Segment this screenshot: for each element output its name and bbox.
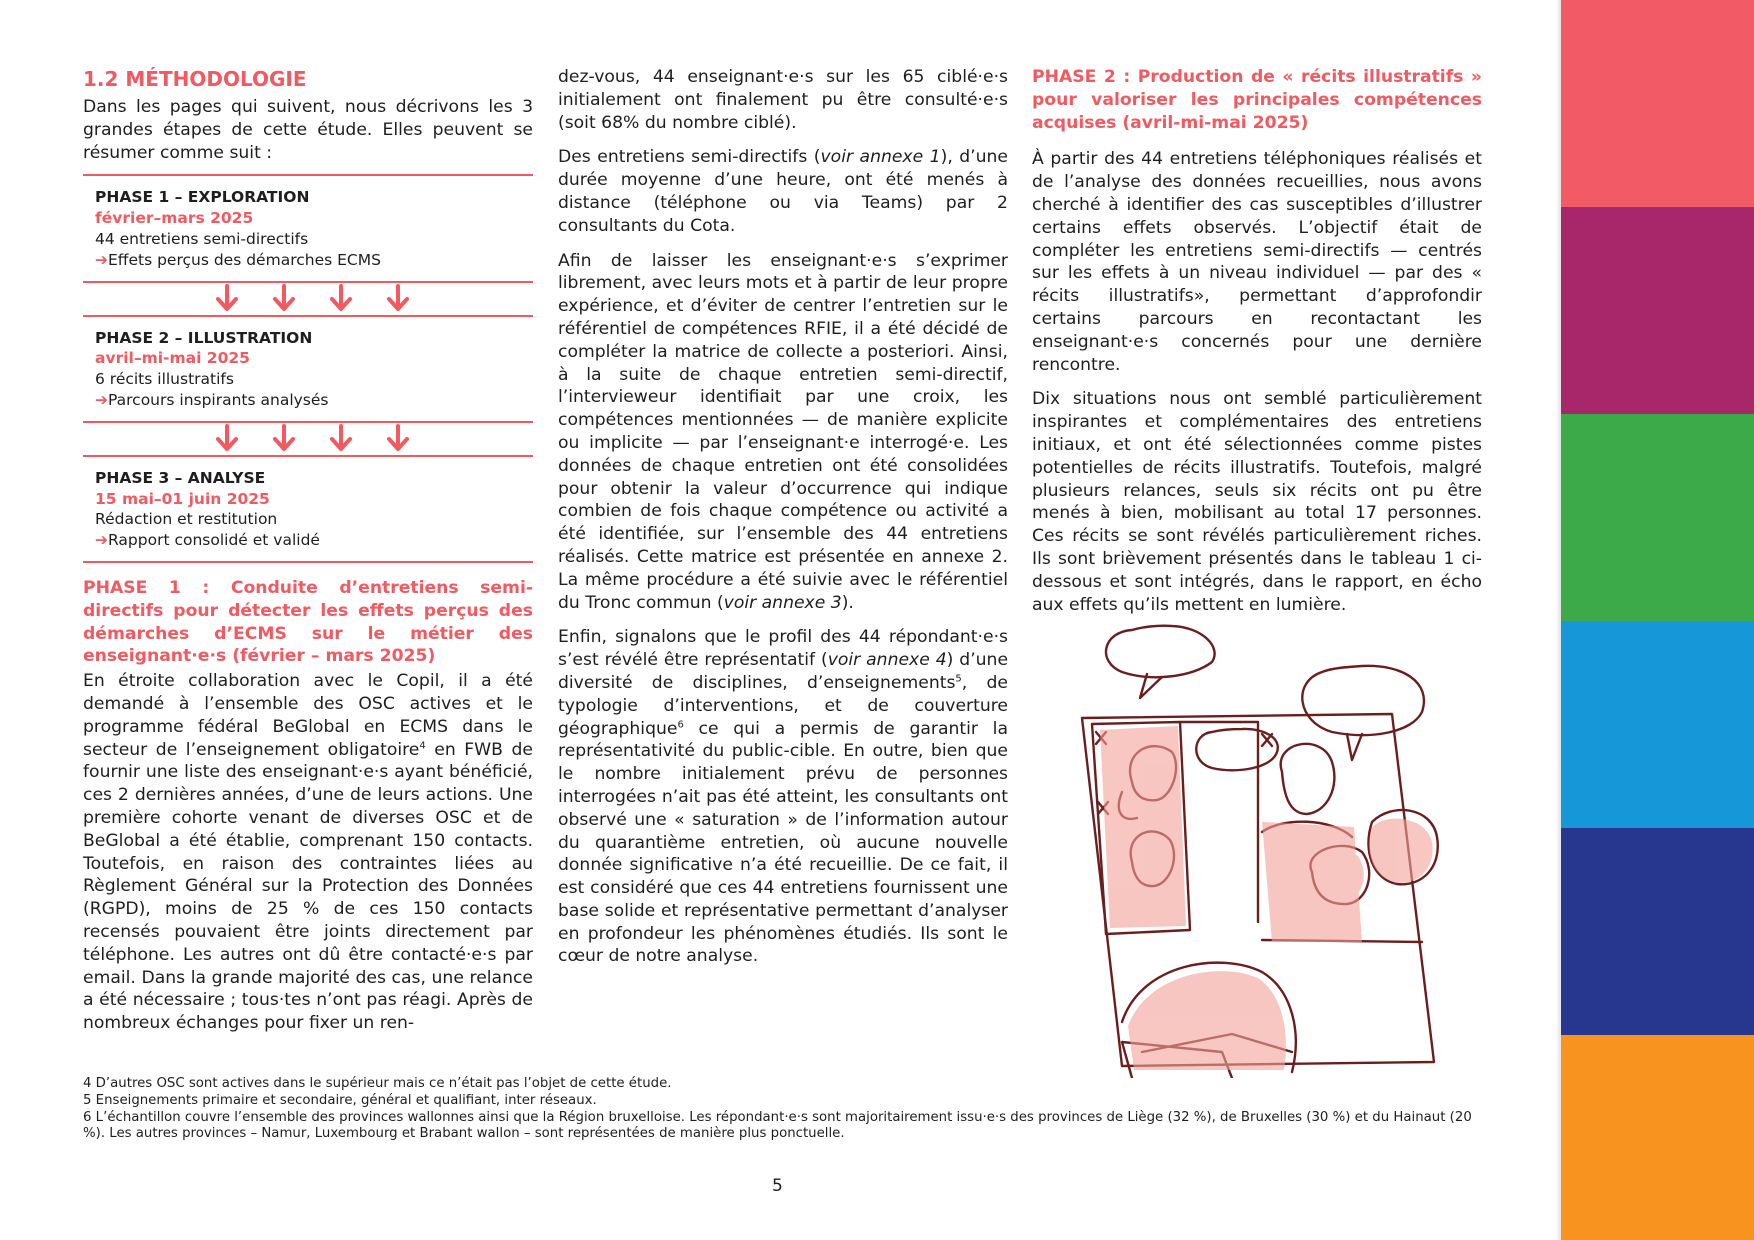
paragraph: Dix situations nous ont semblé particulièrement inspirantes et complémentaires des entretiens initiaux, et ont été sélectionnées comme pistes potentielles de récits illustratifs. Toutefois, malgré plusieurs relances, seuls six récits ont pu être menés à bien, mobilisant au total 17 personnes. Ces récits se sont révélés particulièrement riches. Ils sont brièvement présentés dans le tableau 1 ci-dessous et sont intégrés, dans le rapport, en écho aux effets qu’ils mettent en lumière.	[1032, 389, 1482, 615]
phase-outcome: ➔Parcours inspirants analysés	[95, 390, 329, 409]
phase1-heading: PHASE 1 : Conduite d’entretiens semi-directifs pour détecter les effets perçus des démarches d’ECMS sur le métier des enseignant·e·s (février – mars 2025)	[83, 577, 533, 667]
paragraph: Afin de laisser les enseignant·e·s s’exprimer librement, avec leurs mots et à partir de leur propre expérience, et d’éviter de centrer l’entretien sur le référentiel de compétences RFIE, il a été décidé de compléter la matrice de collecte a posteriori. Ainsi, à la suite de chaque entretien semi-directif, l’intervieweur identifiait par une croix, les compétences mentionnées — de manière explicite ou implicite — par l’enseignant·e interrogé·e. Les données de chaque entretien ont été consolidées pour obtenir la valeur d’occurrence qui indique combien de fois chaque compétence ou activité a été identifiée, sur l’ensemble des 44 entretiens réalisés. Cette matrice est présentée en annexe 2. La même procédure a été suivie avec le référentiel du Tronc commun (voir annexe 3).	[558, 250, 1008, 613]
phase-title: PHASE 1 – EXPLORATION	[95, 188, 310, 207]
paragraph: À partir des 44 entretiens téléphoniques réalisés et de l’analyse des données recueillies, nous avons cherché à identifier des cas susceptibles d’illustrer certains effets observés. L’objectif était de compléter les entretiens semi-directifs — centrés sur les effets à un niveau individuel — par des « récits illustratifs», permettant d’approfondir certains parcours en recontactant les enseignant·e·s concernés pour une dernière rencontre.	[1032, 149, 1482, 375]
phase-outcome: ➔Rapport consolidé et validé	[95, 531, 320, 550]
section-title: 1.2 MÉTHODOLOGIE	[83, 67, 307, 91]
down-arrows	[83, 423, 533, 455]
paragraph: Des entretiens semi-directifs (voir annexe 1), d’une durée moyenne d’une heure, ont été menés à distance (téléphone ou via Teams) par 2 consultants du Cota.	[558, 147, 1009, 236]
paragraph: Enfin, signalons que le profil des 44 répondant·e·s s’est révélé être représentatif (voir annexe 4) d’une diversité de disciplines, d’enseignements$^5$, de typologie d’interventions, et de couverture géographique$^6$ ce qui a permis de garantir la représentativité du public-cible. En outre, bien que le nombre initialement prévu de personnes interrogées n’ait pas été atteint, les consultants ont observé une « saturation » de l’information autour du quarantième entretien, où aucune nouvelle donnée significative n’a été recueillie. De ce fait, il est considéré que ces 44 entretiens fournissent une base solide et représentative permettant d’analyser en profondeur les phénomènes étudiés. Ils sont le cœur de notre analyse.	[558, 627, 1009, 967]
color-tab-3	[1561, 414, 1754, 621]
paragraph: dez-vous, 44 enseignant·e·s sur les 65 ciblé·e·s initialement ont finalement pu être consulté·e·s (soit 68% du nombre ciblé).	[558, 67, 1008, 133]
phase-detail: 44 entretiens semi-directifs	[95, 229, 309, 248]
color-tab-2	[1561, 207, 1754, 414]
divider	[83, 561, 533, 563]
arrow-down-icon	[326, 424, 356, 454]
footnotes	[83, 1076, 1483, 1143]
phase-title: PHASE 3 – ANALYSE	[95, 468, 266, 487]
phase-outcome: ➔Effets perçus des démarches ECMS	[95, 250, 381, 269]
color-tab-6	[1561, 1035, 1754, 1240]
arrow-down-icon	[269, 424, 299, 454]
phase-detail: 6 récits illustratifs	[95, 370, 234, 389]
footnote: 6 L’échantillon couvre l’ensemble des provinces wallonnes ainsi que la Région bruxelloise. Les répondant·e·s sont majoritairement issu·e·s des provinces de Liège (32 %), de Bruxelles (30 %) et du Hainaut (20 %). Les autres provinces – Namur, Luxembourg et Brabant wallon – sont représentées de manière plus ponctuelle.	[83, 1109, 1472, 1142]
phase2-heading: PHASE 2 : Production de « récits illustratifs » pour valoriser les principales compétences acquises (avril-mi-mai 2025)	[1032, 67, 1482, 133]
arrow-down-icon	[212, 424, 242, 454]
column-1	[83, 66, 533, 1047]
arrow-right-icon: ➔	[95, 250, 108, 269]
color-tab-4	[1561, 621, 1754, 828]
phase-dates: 15 mai–01 juin 2025	[95, 489, 270, 508]
arrow-right-icon: ➔	[95, 531, 108, 550]
phase-1-box	[83, 174, 533, 280]
column-2	[558, 66, 1008, 980]
arrow-down-icon	[212, 284, 242, 314]
color-tab-1	[1561, 0, 1754, 207]
phase-detail: Rédaction et restitution	[95, 510, 278, 529]
arrow-down-icon	[383, 284, 413, 314]
arrow-down-icon	[383, 424, 413, 454]
arrow-down-icon	[269, 284, 299, 314]
video-call-illustration	[1062, 622, 1528, 1078]
intro-paragraph: Dans les pages qui suivent, nous décrivons les 3 grandes étapes de cette étude. Elles peuvent se résumer comme suit :	[83, 97, 533, 163]
column-3	[1032, 66, 1482, 628]
phase-3-box	[83, 455, 533, 561]
footnote: 4 D’autres OSC sont actives dans le supérieur mais ce n’était pas l’objet de cette étude.	[83, 1076, 672, 1091]
page-number: 5	[772, 1176, 783, 1196]
down-arrows	[83, 283, 533, 315]
phase-2-box	[83, 315, 533, 421]
color-tab-5	[1561, 828, 1754, 1035]
phase-dates: février–mars 2025	[95, 209, 254, 228]
arrow-right-icon: ➔	[95, 390, 108, 409]
footnote: 5 Enseignements primaire et secondaire, général et qualifiant, inter réseaux.	[83, 1092, 597, 1108]
phase-dates: avril–mi-mai 2025	[95, 349, 250, 368]
arrow-down-icon	[326, 284, 356, 314]
phase1-paragraph: En étroite collaboration avec le Copil, il a été demandé à l’ensemble des OSC actives et le programme fédéral BeGlobal en ECMS dans le secteur de l’enseignement obligatoire$^4$ en FWB de fournir une liste des enseignant·e·s ayant bénéficié, ces 2 dernières années, d’une de leurs actions. Une première cohorte venant de diverses OSC et de BeGlobal a été établie, comprenant 150 contacts. Toutefois, en raison des contraintes liées au Règlement Général sur la Protection des Données (RGPD), moins de 25 % de ces 150 contacts recensés pouvaient être joints directement par téléphone. Les autres ont dû être contacté·e·s par email. Dans la grande majorité des cas, une relance a été nécessaire ; tous·tes n’ont pas réagi. Après de nombreux échanges pour fixer un ren-	[83, 671, 533, 1034]
phase-title: PHASE 2 – ILLUSTRATION	[95, 328, 313, 347]
